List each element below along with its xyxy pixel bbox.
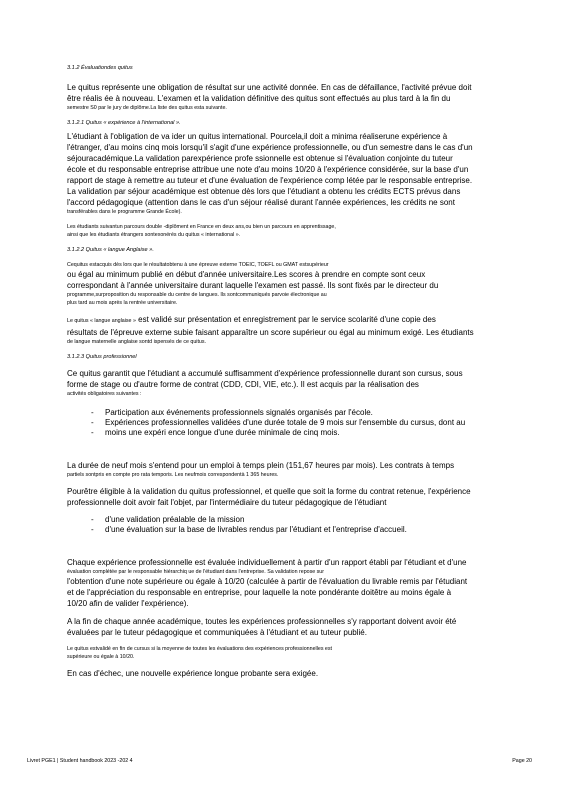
page-footer [27, 758, 532, 764]
text-line: Le quitus représente une obligation de résultat sur une activité donnée. En cas de défaillance, l'activité prévue doit [67, 83, 472, 92]
text-line: être réalis ée à nouveau. L'examen et la validation définitive des quitus sont effectués au plus tard à la fin du [67, 94, 451, 103]
list-item-continuation: - moins une expéri ence longue d'une durée minimale de cinq mois. [91, 428, 550, 438]
paragraph-annual-review [67, 616, 550, 638]
text-line-small: plus tard au mois après la rentrée universitaire. [67, 300, 178, 306]
text-line-small: évaluation complétée par le responsable hiérarchiq ue de l'étudiant dans l'entreprise. Sa validation repose sur [67, 569, 325, 575]
paragraph-evaluation [67, 557, 550, 609]
paragraph-language-validation [67, 314, 550, 346]
text-line: l'accord pédagogique (attention dans le cas d'un séjour réalisé durant l'année expériences, les crédits ne sont [67, 198, 455, 207]
paragraph-duration [67, 460, 550, 479]
page-number: Page 20 [512, 758, 532, 764]
text-line: évaluées par le tuteur pédagogique et communiquées à l'étudiant et au tuteur publié. [67, 628, 367, 637]
section-heading-3-1-2-2: 3.1.2.2 Quitus « langue Anglaise ». [67, 247, 154, 253]
text-line: l'obtention d'une note supérieure ou égale à 10/20 (calculée à partir de l'évaluation du livrable remis par l'étudiant [67, 577, 468, 586]
text-line-small: Cequitus estacquis dès lors que le résultatobtenu à une épreuve externe TOEIC, TOEFL ou GMAT estsupérieur [67, 262, 329, 268]
text-line: La validation par séjour académique est obtenue dès lors que l'étudiant a obtenu les crédits ECTS prévus dans [67, 187, 461, 196]
footer-document-title: Livret PGE1 | Student handbook 2023 -202 4 [27, 758, 133, 764]
text-line: Ce quitus garantit que l'étudiant a accumulé suffisamment d'expérience professionnelle durant son cursus, sous [67, 369, 463, 378]
section-heading-3-1-2: 3.1.2 Évaluationdes quitus [67, 65, 133, 71]
text-line: professionnelle doit avoir fait l'objet, par l'intermédiaire du tuteur pédagogique de l'étudiant [67, 498, 387, 507]
list-mandatory-activities [67, 408, 550, 438]
text-line: rapport de stage à remettre au tuteur et d'une évaluation de l'expérience comp létée par le responsable entreprise. [67, 176, 473, 185]
list-tutor-requirements [67, 515, 550, 535]
text-fragment-small: Le quitus « langue anglaise » [67, 318, 136, 324]
text-line: A la fin de chaque année académique, toutes les expériences professionnelles s'y rapportant doivent avoir été [67, 617, 457, 626]
text-line: forme de stage ou d'autre forme de contrat (CDD, CDI, VIE, etc.). Il est acquis par la réalisation des [67, 380, 419, 389]
list-item: - d'une validation préalable de la mission [91, 515, 550, 525]
paragraph-final-validation [67, 645, 550, 661]
text-line-small: partiels sontpris en compte pro rata temporis. Les neufmois correspondentà 1 365 heures. [67, 472, 279, 478]
text-line: La durée de neuf mois s'entend pour un emploi à temps plein (151,67 heures par mois). Les contrats à temps [67, 461, 455, 470]
text-line-small: de langue maternelle anglaise sontd ispensés de ce quitus. [67, 339, 206, 345]
text-line: séjouracadémique.La validation parexpérience profe ssionnelle est obtenue si l'évaluation conjointe du tuteur [67, 154, 453, 163]
text-line: Pourêtre éligible à la validation du quitus professionnel, et quelle que soit la forme du contrat retenue, l'expérience [67, 487, 471, 496]
paragraph-eligibility [67, 486, 550, 508]
text-line: école et du responsable entreprise attribue une note d'au moins 10/20 à l'expérience considérée, sur la base d'un [67, 165, 469, 174]
text-line-small: transférables dans le programme Grande École). [67, 209, 182, 215]
text-line-small: Le quitus estvalidé en fin de cursus si la moyenne de toutes les évaluations des expériences professionnelles est [67, 646, 333, 652]
text-line-small: supérieure ou égale à 10/20. [67, 654, 135, 660]
text-line-small: Les étudiants suivantun parcours double -diplôment en France en deux ans,ou bien un parcours en apprentissage, [67, 224, 336, 230]
text-line: Chaque expérience professionnelle est évaluée individuellement à partir d'un rapport établi par l'étudiant et d'une [67, 558, 467, 567]
list-item: - Participation aux événements professionnels signalés organisés par l'école. [91, 408, 550, 418]
text-line-small: ainsi que les étudiants étrangers sontexonérés du quitus « international ». [67, 232, 241, 238]
text-line: résultats de l'épreuve externe subie faisant apparaître un score supérieur ou égal au minimum exigé. Les étudiants [67, 328, 474, 337]
paragraph-international [67, 131, 550, 216]
document-page [67, 64, 550, 679]
paragraph-quitus-definition [67, 82, 550, 112]
text-line: L'étudiant à l'obligation de va ider un quitus international. Pourcela,il doit a minima réaliserune expérience à [67, 132, 448, 141]
text-line: 10/20 afin de valider l'expérience). [67, 599, 189, 608]
list-item: - Expériences professionnelles validées d'une durée totale de 9 mois sur l'ensemble du cursus, dont au [91, 418, 550, 428]
paragraph-failure: En cas d'échec, une nouvelle expérience longue probante sera exigée. [67, 669, 319, 678]
text-line: l'étranger, d'au moins cinq mois lorsqu'il s'agit d'une expérience professionnelle, ou d'un semestre dans le cas d'un [67, 143, 473, 152]
text-line: et de l'appréciation du responsable en entreprise, pour laquelle la note pondérante doitêtre au moins égale à [67, 588, 452, 597]
text-line-small: semestre S0 par le jury de diplôme.La liste des quitus esta suivante. [67, 105, 227, 111]
section-heading-3-1-2-3: 3.1.2.3 Quitus professionnel [67, 354, 137, 360]
paragraph-language [67, 261, 550, 307]
text-line: ou égal au minimum publié en début d'année universitaire.Les scores à prendre en compte sont ceux [67, 270, 426, 279]
list-item: - d'une évaluation sur la base de livrables rendus par l'étudiant et l'entreprise d'accueil. [91, 525, 550, 535]
text-line: correspondant à l'année universitaire durant laquelle l'examen est passé. Ils sont fixés par le directeur du [67, 281, 439, 290]
paragraph-professional [67, 368, 550, 398]
text-line-small: programme,surproposition du responsable du centre de langues. Ils sontcommuniqués parvoie électronique au [67, 292, 327, 298]
text-line-small: activités obligatoires suivantes : [67, 391, 142, 397]
paragraph-exemptions [67, 223, 550, 239]
section-heading-3-1-2-1: 3.1.2.1 Quitus « expérience à l'international ». [67, 120, 181, 126]
text-line [67, 314, 550, 327]
text-fragment: est validé sur présentation et enregistrement par le service scolarité d'une copie des [135, 315, 436, 324]
